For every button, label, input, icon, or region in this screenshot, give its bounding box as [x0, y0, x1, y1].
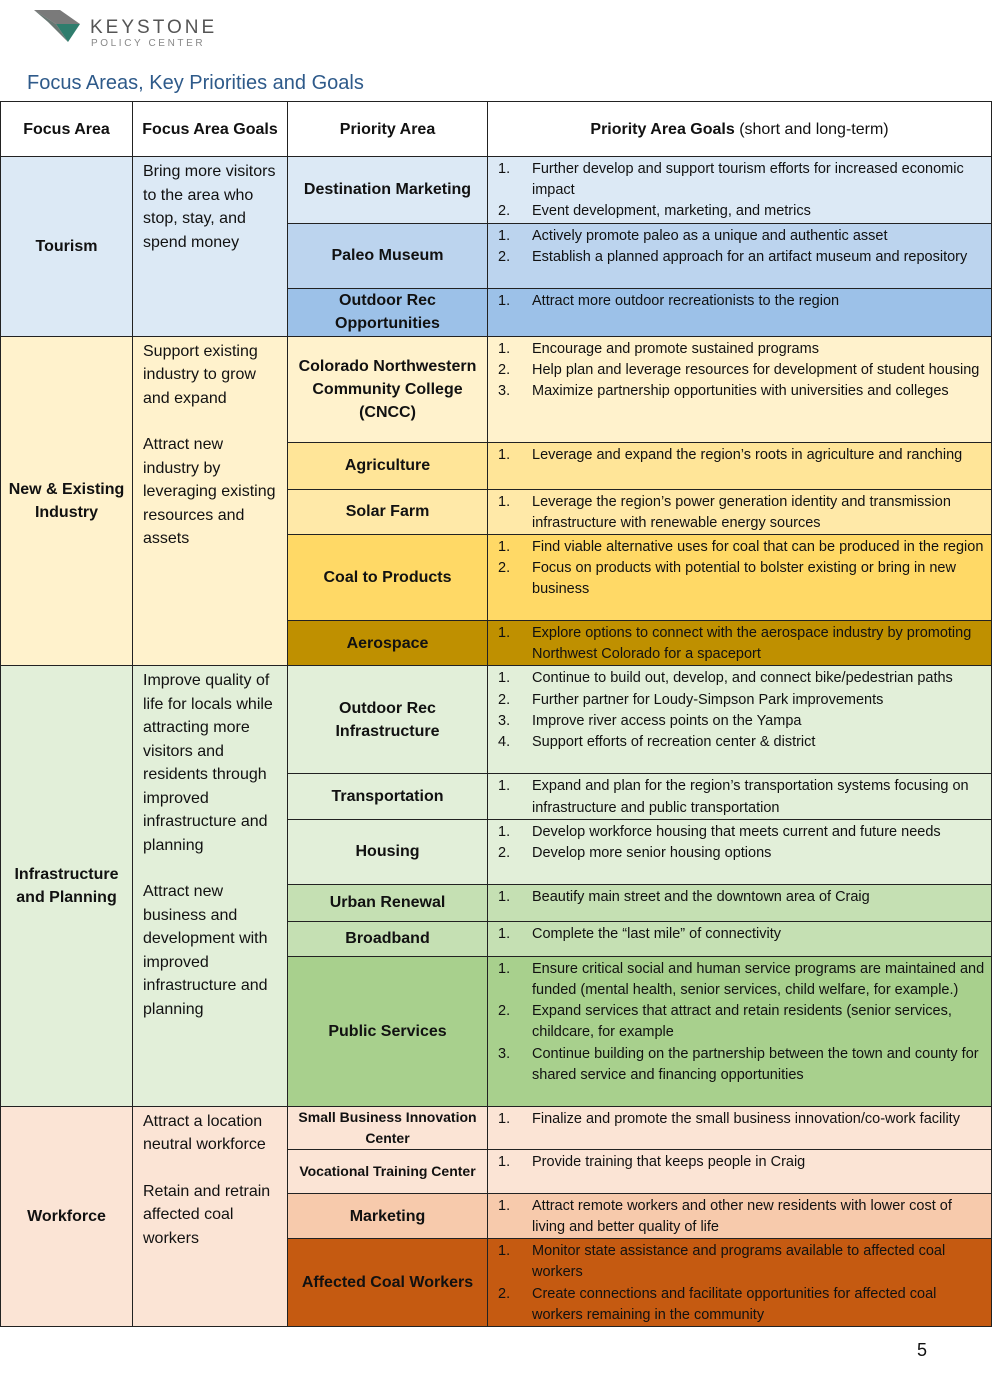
priority-area-cell: Transportation	[288, 774, 488, 819]
goal-text: Establish a planned approach for an artifact museum and repository	[532, 248, 968, 265]
goal-text: Actively promote paleo as a unique and authentic asset	[532, 227, 888, 244]
goal-number: 2.	[498, 691, 511, 708]
paragraph-gap	[143, 857, 279, 880]
goal-number: 1.	[498, 1153, 511, 1170]
priority-goal-item	[498, 843, 985, 864]
priority-goal-item	[498, 959, 985, 1001]
goal-number: 1.	[498, 1197, 511, 1214]
goal-text: Monitor state assistance and programs available to affected coal workers	[532, 1243, 946, 1281]
priority-goal-item	[498, 822, 985, 843]
priority-area-cell: Small Business Innovation Center	[288, 1106, 488, 1149]
goal-number: 3.	[498, 383, 511, 400]
header-focus-area-goals: Focus Area Goals	[133, 102, 288, 157]
goal-number: 1.	[498, 625, 511, 642]
keystone-logo	[34, 8, 274, 50]
goal-text: Continue building on the partnership between the town and county for shared service and financing opportunities	[532, 1045, 979, 1083]
priority-area-cell: Urban Renewal	[288, 884, 488, 921]
goal-number: 2.	[498, 1003, 511, 1020]
priority-goal-item	[498, 291, 985, 312]
priority-goal-item	[498, 623, 985, 665]
focus-area-cell: New & Existing Industry	[1, 336, 133, 666]
goal-text: Find viable alternative uses for coal that can be produced in the region	[532, 539, 984, 556]
goal-text: Focus on products with potential to bolster existing or bring in new business	[532, 560, 956, 598]
paragraph-gap	[143, 1157, 279, 1180]
goal-number: 1.	[498, 823, 511, 840]
goal-number: 4.	[498, 734, 511, 751]
priority-area-goals-cell	[488, 884, 992, 921]
priority-goal-item	[498, 381, 985, 402]
priority-goal-item	[498, 537, 985, 558]
goal-number: 1.	[498, 292, 511, 309]
priority-goal-item	[498, 1284, 985, 1326]
priority-area-cell: Agriculture	[288, 442, 488, 489]
goal-number: 3.	[498, 712, 511, 729]
priority-area-goals-cell	[488, 621, 992, 666]
page-title: Focus Areas, Key Priorities and Goals	[27, 72, 364, 94]
goal-text: Continue to build out, develop, and connect bike/pedestrian paths	[532, 670, 953, 687]
priority-goal-item	[498, 1044, 985, 1086]
goal-number: 1.	[498, 670, 511, 687]
priority-area-goals-cell	[488, 535, 992, 621]
focus-area-goal-paragraph: Attract a location neutral workforce	[143, 1112, 266, 1154]
goal-text: Provide training that keeps people in Craig	[532, 1153, 806, 1170]
priority-area-goals-cell	[488, 1193, 992, 1238]
focus-areas-table	[0, 101, 992, 1327]
goal-text: Develop more senior housing options	[532, 845, 772, 862]
goal-number: 1.	[498, 539, 511, 556]
goal-text: Event development, marketing, and metrics	[532, 203, 811, 220]
focus-area-goals-cell	[133, 336, 288, 666]
focus-area-goal-paragraph: Retain and retrain affected coal workers	[143, 1182, 271, 1247]
focus-area-goal-paragraph: Support existing industry to grow and expand	[143, 342, 258, 407]
goal-text: Encourage and promote sustained programs	[532, 340, 819, 357]
priority-area-goals-cell	[488, 157, 992, 224]
priority-area-cell: Vocational Training Center	[288, 1149, 488, 1193]
priority-area-goals-cell	[488, 1106, 992, 1149]
priority-area-cell: Coal to Products	[288, 535, 488, 621]
priority-area-goals-cell	[488, 288, 992, 336]
goal-text: Attract more outdoor recreationists to the region	[532, 292, 840, 309]
goal-text: Ensure critical social and human service programs are maintained and funded (mental health, senior services, child welfare, for example.)	[532, 960, 985, 999]
priority-goal-item	[498, 1152, 985, 1173]
priority-goal-item	[498, 201, 985, 222]
goal-text: Explore options to connect with the aerospace industry by promoting Northwest Colorado for a spaceport	[532, 625, 972, 663]
goal-number: 1.	[498, 778, 511, 795]
focus-area-goals-cell	[133, 157, 288, 337]
goal-text: Develop workforce housing that meets current and future needs	[532, 823, 941, 840]
priority-area-cell: Colorado Northwestern Community College (CNCC)	[288, 336, 488, 442]
priority-area-cell: Marketing	[288, 1193, 488, 1238]
priority-goal-item	[498, 1001, 985, 1043]
priority-goal-item	[498, 776, 985, 818]
priority-goal-item	[498, 1196, 985, 1238]
priority-area-goals-cell	[488, 774, 992, 819]
table-row	[1, 336, 992, 442]
goal-text: Further develop and support tourism efforts for increased economic impact	[532, 161, 964, 199]
priority-area-cell: Solar Farm	[288, 489, 488, 534]
priority-area-cell: Aerospace	[288, 621, 488, 666]
table-row	[1, 1106, 992, 1149]
page-number: 5	[917, 1340, 928, 1360]
table-header-row	[1, 102, 992, 157]
goal-text: Maximize partnership opportunities with universities and colleges	[532, 383, 949, 400]
goal-number: 2.	[498, 560, 511, 577]
priority-area-goals-cell	[488, 956, 992, 1106]
focus-area-cell: Tourism	[1, 157, 133, 337]
priority-area-goals-cell	[488, 1149, 992, 1193]
header-priority-area-goals	[488, 102, 992, 157]
goal-text: Leverage the region’s power generation identity and transmission infrastructure with renewable energy sources	[532, 493, 951, 531]
goal-number: 2.	[498, 203, 511, 220]
priority-goal-item	[498, 924, 985, 945]
goal-number: 2.	[498, 248, 511, 265]
priority-area-cell: Paleo Museum	[288, 223, 488, 288]
goal-number: 1.	[498, 1243, 511, 1260]
goal-number: 1.	[498, 960, 511, 977]
priority-goal-item	[498, 360, 985, 381]
priority-area-goals-cell	[488, 1239, 992, 1327]
priority-goal-item	[498, 339, 985, 360]
logo-name: KEYSTONE	[90, 17, 218, 38]
goal-number: 1.	[498, 340, 511, 357]
header-priority-area-goals-note: (short and long-term)	[739, 120, 889, 138]
logo-subtitle: POLICY CENTER	[91, 38, 206, 49]
header-priority-area: Priority Area	[288, 102, 488, 157]
header-priority-area-goals-label: Priority Area Goals	[590, 120, 735, 138]
focus-area-cell: Infrastructure and Planning	[1, 666, 133, 1106]
goal-text: Help plan and leverage resources for development of student housing	[532, 361, 980, 378]
priority-area-goals-cell	[488, 819, 992, 884]
priority-area-cell: Affected Coal Workers	[288, 1239, 488, 1327]
goal-text: Create connections and facilitate opportunities for affected coal workers remaining in the community	[532, 1285, 937, 1323]
goal-number: 1.	[498, 493, 511, 510]
goal-number: 1.	[498, 888, 511, 905]
focus-area-cell: Workforce	[1, 1106, 133, 1326]
focus-area-goal-paragraph: Improve quality of life for locals while attracting more visitors and residents through improved infrastructure and planning	[143, 672, 273, 854]
goal-text: Expand services that attract and retain residents (senior services, childcare, for example	[532, 1003, 952, 1041]
priority-goal-item	[498, 887, 985, 908]
priority-goal-item	[498, 1109, 985, 1130]
priority-area-goals-cell	[488, 489, 992, 534]
goal-number: 1.	[498, 1110, 511, 1127]
goal-number: 3.	[498, 1045, 511, 1062]
priority-area-goals-cell	[488, 666, 992, 774]
goal-text: Improve river access points on the Yampa	[532, 712, 802, 729]
goal-text: Finalize and promote the small business innovation/co-work facility	[532, 1110, 960, 1127]
keystone-logo-mark-icon	[34, 8, 86, 44]
focus-area-goals-cell	[133, 666, 288, 1106]
priority-goal-item	[498, 159, 985, 201]
goal-number: 1.	[498, 161, 511, 177]
paragraph-gap	[143, 410, 279, 433]
goal-text: Attract remote workers and other new residents with lower cost of living and better quality of life	[532, 1197, 952, 1236]
priority-area-goals-cell	[488, 223, 992, 288]
priority-goal-item	[498, 668, 985, 689]
goal-text: Complete the “last mile” of connectivity	[532, 925, 782, 942]
focus-area-goal-paragraph: Attract new industry by leveraging existing resources and assets	[143, 436, 276, 548]
priority-area-cell: Broadband	[288, 921, 488, 956]
table-row	[1, 157, 992, 224]
goal-number: 2.	[498, 361, 511, 378]
table-row	[1, 666, 992, 774]
priority-goal-item	[498, 711, 985, 732]
focus-area-goals-cell	[133, 1106, 288, 1326]
goal-text: Beautify main street and the downtown area of Craig	[532, 888, 870, 905]
priority-area-goals-cell	[488, 921, 992, 956]
goal-text: Support efforts of recreation center & district	[532, 734, 816, 751]
priority-goal-item	[498, 690, 985, 711]
priority-area-cell: Public Services	[288, 956, 488, 1106]
goal-text: Expand and plan for the region’s transportation systems focusing on infrastructure and public transportation	[532, 778, 969, 816]
priority-goal-item	[498, 492, 985, 534]
priority-goal-item	[498, 558, 985, 600]
priority-area-cell: Outdoor Rec Infrastructure	[288, 666, 488, 774]
goal-number: 2.	[498, 1285, 511, 1302]
priority-area-goals-cell	[488, 336, 992, 442]
priority-area-cell: Housing	[288, 819, 488, 884]
goal-number: 1.	[498, 446, 511, 463]
goal-number: 1.	[498, 227, 511, 244]
priority-area-goals-cell	[488, 442, 992, 489]
priority-goal-item	[498, 732, 985, 753]
priority-goal-item	[498, 445, 985, 466]
goal-text: Leverage and expand the region’s roots in agriculture and ranching	[532, 446, 963, 463]
goal-text: Further partner for Loudy-Simpson Park improvements	[532, 691, 884, 708]
goal-number: 2.	[498, 845, 511, 862]
goal-number: 1.	[498, 925, 511, 942]
focus-area-goal-paragraph: Bring more visitors to the area who stop, stay, and spend money	[143, 163, 276, 251]
focus-area-goal-paragraph: Attract new business and development with improved infrastructure and planning	[143, 883, 268, 1018]
priority-area-cell: Destination Marketing	[288, 157, 488, 224]
priority-area-cell: Outdoor Rec Opportunities	[288, 288, 488, 336]
priority-goal-item	[498, 1241, 985, 1283]
header-focus-area: Focus Area	[1, 102, 133, 157]
priority-goal-item	[498, 226, 985, 247]
priority-goal-item	[498, 247, 985, 268]
